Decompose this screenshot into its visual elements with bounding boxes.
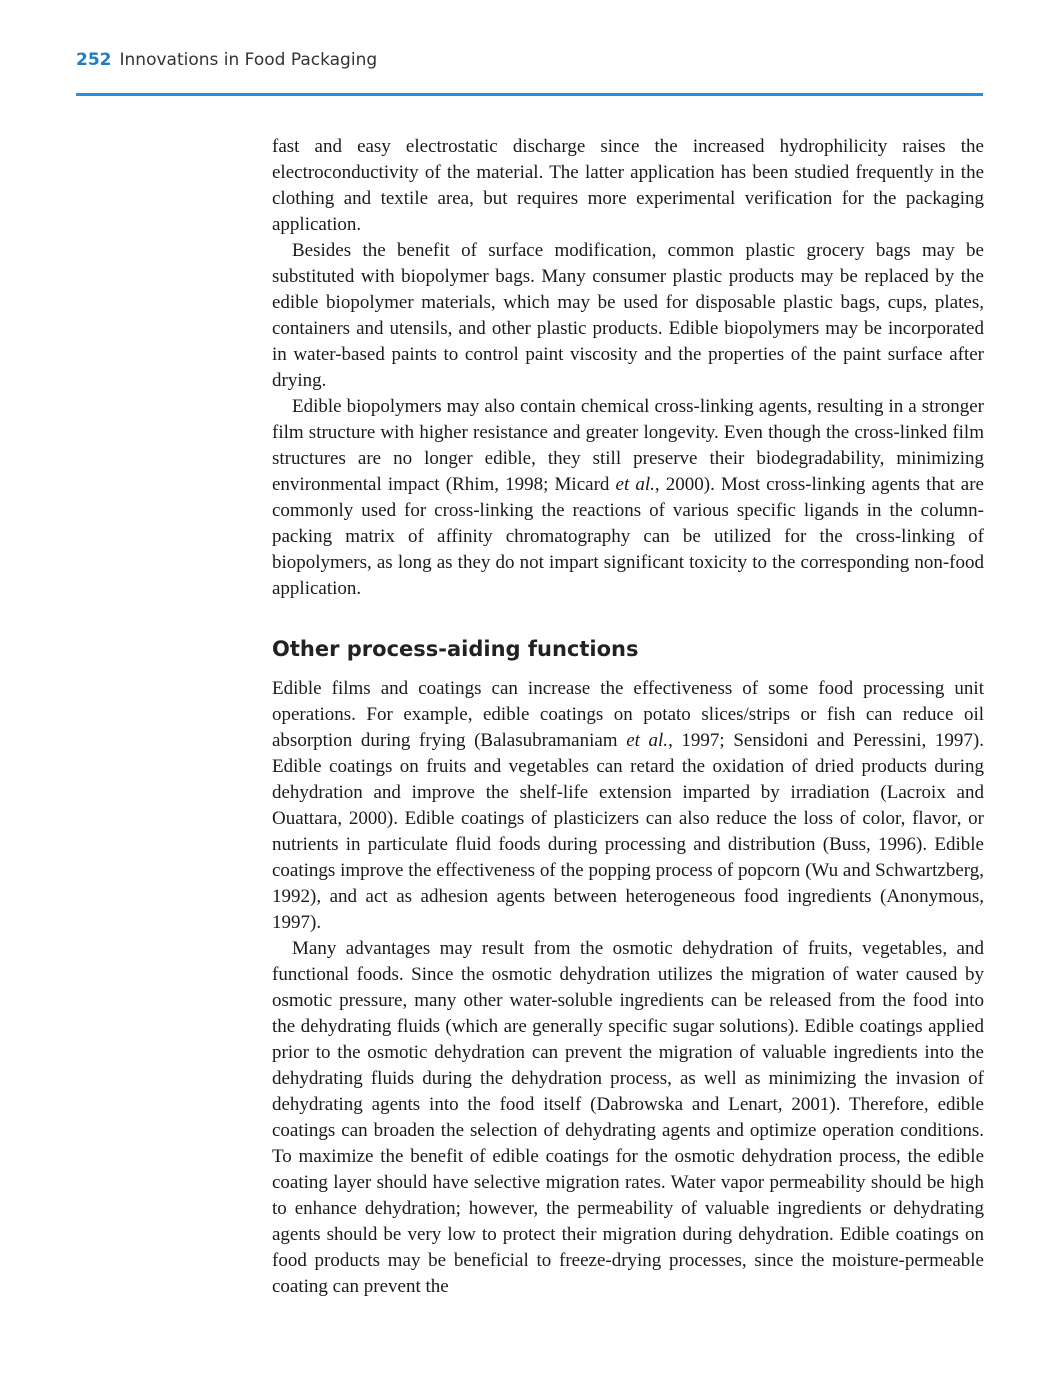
paragraph-3-text-a: Edible biopolymers may also contain chemical cross-linking agents, resulting in a stronger film structure with higher resistance and greater longevity. Even though the cross-linked film structures are no longer edible, they still preserve their biodegradability, minimizing environmental impact (Rhim, 1998; Micard <box>272 396 984 495</box>
paragraph-3-etal: et al. <box>615 474 655 495</box>
paragraph-4-text-b: , 1997; Sensidoni and Peressini, 1997). Edible coatings on fruits and vegetables can retard the oxidation of dried products during dehydration and improve the shelf-life extension imparted by irradiation (Lacroix and Ouattara, 2000). Edible coatings of plasticizers can also reduce the loss of color, flavor, or nutrients in particulate fluid foods during processing and distribution (Buss, 1996). Edible coatings improve the effectiveness of the popping process of popcorn (Wu and Schwartzberg, 1992), and act as adhesion agents between heterogeneous food ingredients (Anonymous, 1997). <box>272 730 984 933</box>
paragraph-2: Besides the benefit of surface modification, common plastic grocery bags may be substituted with biopolymer bags. Many consumer plastic products may be replaced by the edible biopolymer materials, which may be used for disposable plastic bags, cups, plates, containers and utensils, and other plastic products. Edible biopolymers may be incorporated in water-based paints to control paint viscosity and the properties of the paint surface after drying. <box>272 240 984 391</box>
paragraph-5: Many advantages may result from the osmotic dehydration of fruits, vegetables, and functional foods. Since the osmotic dehydration utilizes the migration of water caused by osmotic pressure, many other water-soluble ingredients can be released from the food into the dehydrating fluids (which are generally specific sugar solutions). Edible coatings applied prior to the osmotic dehydration can prevent the migration of valuable ingredients into the dehydrating fluids during the dehydration process, as well as minimizing the invasion of dehydrating agents into the food itself (Dabrowska and Lenart, 2001). Therefore, edible coatings can broaden the selection of dehydrating agents and optimize operation conditions. To maximize the benefit of edible coatings for the osmotic dehydration process, the edible coating layer should have selective migration rates. Water vapor permeability should be high to enhance dehydration; however, the permeability of valuable ingredients or dehydrating agents should be very low to protect their migration during dehydration. Edible coatings on food products may be beneficial to freeze-drying processes, since the moisture-permeable coating can prevent the <box>272 938 984 1297</box>
paragraph-4-text-a: Edible films and coatings can increase the effectiveness of some food processing unit operations. For example, edible coatings on potato slices/strips or fish can reduce oil absorption during frying (Balasubramaniam <box>272 678 984 751</box>
paragraph-3-text-b: , 2000). Most cross-linking agents that are commonly used for cross-linking the reactions of various specific ligands in the column-packing matrix of affinity chromatography can be utilized for the cross-linking of biopolymers, as long as they do not impart significant toxicity to the corresponding non-food application. <box>272 474 984 599</box>
paragraph-4 <box>272 676 984 936</box>
header-rule <box>76 93 983 96</box>
paragraph-3 <box>272 394 984 602</box>
body-text <box>272 134 984 1300</box>
page-number: 252 <box>76 50 112 70</box>
running-title: Innovations in Food Packaging <box>119 50 378 70</box>
running-header <box>76 50 377 70</box>
paragraph-4-etal: et al. <box>626 730 669 751</box>
section-heading: Other process-aiding functions <box>272 637 639 661</box>
paragraph-1: fast and easy electrostatic discharge since the increased hydrophilicity raises the electroconductivity of the material. The latter application has been studied frequently in the clothing and textile area, but requires more experimental verification for the packaging application. <box>272 136 984 235</box>
